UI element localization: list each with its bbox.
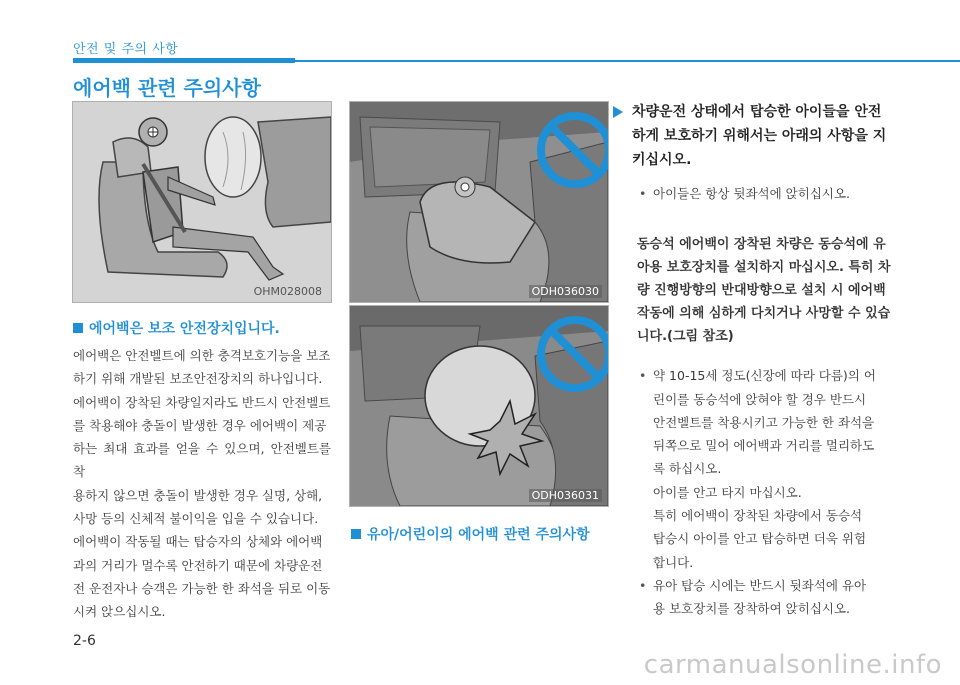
list-item: • 유아 탑승 시에는 반드시 뒷좌석에 유아 용 보호장치를 장착하여 앉히십시오. [639, 574, 903, 621]
header-rule-thick [73, 58, 295, 63]
figure-code: ODH036031 [529, 489, 602, 502]
child-seat-illustration [350, 102, 608, 302]
subhead-text: 유아/어린이의 에어백 관련 주의사항 [367, 527, 590, 543]
list-item: • 약 10-15세 정도(신장에 따라 다름)의 어 린이를 동승석에 앉혀야 할 경우 반드시 안전벨트를 착용시키고 가능한 한 좌석을 뒤쪽으로 밀어 에어백과 거리를 멀리하도 록 하십시오. 아이를 안고 타지 마십시오. 특히 에어백이 장착된 차량에서 동승석 탑승시 아이를 안고 탑승하면 더욱 위험 합니다. [639, 364, 903, 574]
child-safety-heading [613, 100, 903, 172]
figure-airbag-deploy-prohibited [349, 305, 609, 507]
arrow-right-icon [613, 106, 623, 118]
airbag-deploy-illustration [350, 306, 608, 506]
right-column [613, 100, 903, 621]
section-label: 안전 및 주의 사항 [73, 42, 179, 57]
figure-child-seat-prohibited [349, 101, 609, 303]
airbag-body-text: 에어백은 안전벨트에 의한 충격보호기능을 보조 하기 위해 개발된 보조안전장치의 하나입니다. 에어백이 장착된 차량일지라도 반드시 안전벨트 를 착용해야 충돌이 발생한 경우 에어백이 제공 하는 최대 효과를 얻을 수 있으며, 안전벨트를 착 용하지 않으면 충돌이 발생한 경우 실명, 상해, 사망 등의 신체적 불이익을 입을 수 있습니다. 에어백이 작동될 때는 탑승자의 상체와 에어백 과의 거리가 멀수록 안전하기 때문에 차량운전 전 운전자나 승객은 가능한 한 좌석을 뒤로 이동 시켜 앉으십시오. [73, 348, 331, 620]
figure-code: OHM028008 [253, 285, 322, 298]
heading-text: 차량운전 상태에서 탑승한 아이들을 안전 하게 보호하기 위해서는 아래의 사항을 지 키십시오. [632, 104, 887, 168]
square-bullet-icon [73, 323, 83, 333]
bullet-list-1 [613, 182, 903, 205]
warning-paragraph: 동승석 에어백이 장착된 차량은 동승석에 유 아용 보호장치를 설치하지 마십시오. 특히 차 량 진행방향의 반대방향으로 설치 시 에어백 작동에 의해 심하게 다치거나 사망할 수 있습 니다.(그림 참조) [637, 237, 891, 345]
subhead-airbag-supplemental [73, 318, 280, 338]
page-title: 에어백 관련 주의사항 [73, 76, 261, 100]
figure-code: ODH036030 [529, 285, 602, 298]
square-bullet-icon [351, 529, 361, 539]
bullet-list-2 [613, 364, 903, 620]
figure-airbag-dummy [72, 101, 332, 303]
subhead-child-airbag [351, 524, 590, 544]
header-rule-thin [295, 60, 960, 62]
airbag-dummy-illustration [73, 102, 331, 302]
subhead-text: 에어백은 보조 안전장치입니다. [89, 321, 280, 337]
list-item: • 아이들은 항상 뒷좌석에 앉히십시오. [639, 182, 903, 205]
page-number: 2-6 [73, 633, 96, 649]
watermark: carmanualsonline.info [643, 650, 942, 680]
